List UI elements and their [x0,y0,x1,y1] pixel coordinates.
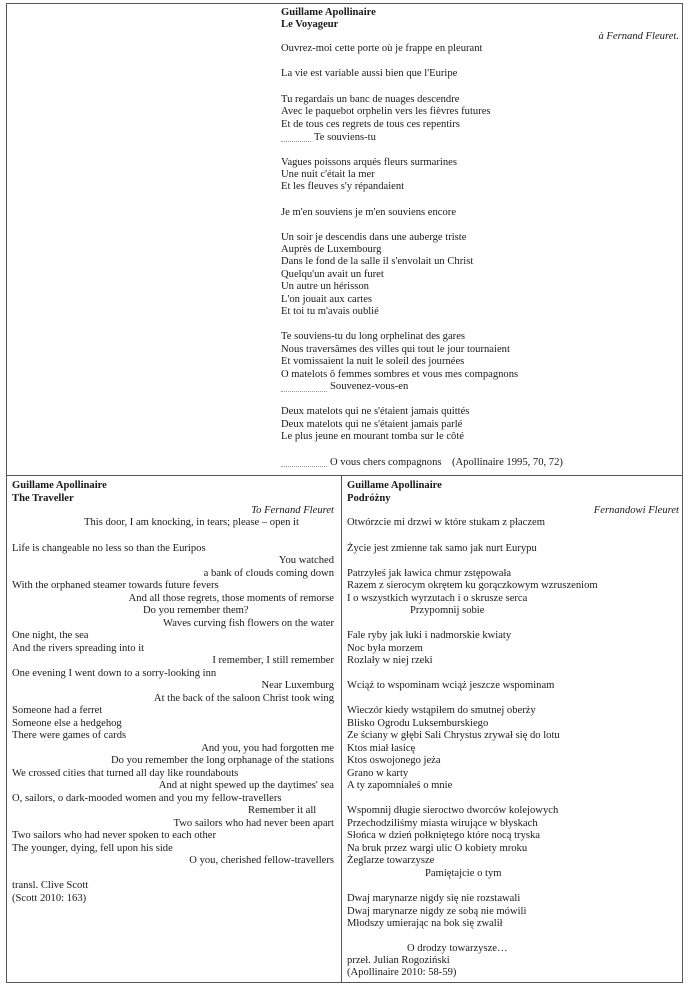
poem-line: Grano w karty [347,768,409,779]
citation: (Apollinaire 1995, 70, 72) [452,457,563,468]
poem-line: Pamiętajcie o tym [425,868,502,879]
poem-line: Fale ryby jak łuki i nadmorskie kwiaty [347,630,512,641]
dedication: To Fernand Fleuret [251,505,334,516]
poem-line: Wciąż to wspominam wciąż jeszcze wspominam [347,680,555,691]
poem-line: With the orphaned steamer towards future fevers [12,580,219,591]
poem-line: Ktos miał łasicę [347,743,416,754]
poem-line: Dans le fond de la salle il s'envolait un Christ [281,256,474,267]
poem-line: Remember it all [248,805,317,816]
poem-title: The Traveller [12,493,74,504]
poem-line: Młodszy umierając na bok się zwalił [347,918,503,929]
poem-line: Waves curving fish flowers on the water [163,618,334,629]
poem-line: Someone had a ferret [12,705,103,716]
poem-line: La vie est variable aussi bien que l'Euripe [281,68,458,79]
poem-line: Do you remember the long orphanage of the stations [111,755,334,766]
poem-line: Souvenez-vous-en [330,381,409,392]
poem-line: One evening I went down to a sorry-looking inn [12,668,217,679]
poem-title: Podróżny [347,493,391,504]
poem-line: Le plus jeune en mourant tomba sur le côté [281,431,464,442]
poem-line: a bank of clouds coming down [203,568,334,579]
poem-line: Wspomnij długie sieroctwo dworców kolejowych [347,805,559,816]
poem-line: Je m'en souviens je m'en souviens encore [281,207,457,218]
poem-line: And all those regrets, those moments of remorse [128,593,334,604]
indent-dots [281,141,311,142]
poem-line: Dwaj marynarze nigdy ze sobą nie mówili [347,906,527,917]
poem-line: Te souviens-tu du long orphelinat des gares [281,331,466,342]
poem-line: Someone else a hedgehog [12,718,122,729]
poem-line: And at night spewed up the daytimes' sea [158,780,334,791]
poem-line: Te souviens-tu [314,132,376,143]
dedication: Fernandowi Fleuret [593,505,679,516]
poem-line: You watched [278,555,334,566]
poem-line: Une nuit c'était la mer [281,169,375,180]
poem-line: And you, you had forgotten me [201,743,334,754]
author-name: Guillame Apollinaire [12,480,107,491]
poem-line: L'on jouait aux cartes [281,294,373,305]
poem-line: Life is changeable no less so than the Euripos [12,543,206,554]
poem-line: Nous traversâmes des villes qui tout le jour tournaient [281,344,510,355]
poem-line: Deux matelots qui ne s'étaient jamais quittés [281,406,470,417]
poem-line: We crossed cities that turned all day like roundabouts [12,768,239,779]
poem-line: Ktos oswojonego jeża [347,755,441,766]
poem-line: Ouvrez-moi cette porte où je frappe en pleurant [281,43,483,54]
poem-line: O, sailors, o dark-mooded women and you my fellow-travellers [12,793,282,804]
poem-line: This door, I am knocking, in tears; please – open it [84,517,299,528]
translator-credit: przeł. Julian Rogoziński [347,955,450,966]
poem-line: I o wszystkich wyrzutach i o skrusze serca [347,593,528,604]
poem-line: Razem z sierocym okrętem ku gorączkowym wzruszeniom [347,580,598,591]
poem-line: Przypomnij sobie [410,605,485,616]
poem-line: Żeglarze towarzysze [347,855,435,866]
poem-line: O vous chers compagnons [330,457,442,468]
poem-line: Noc była morzem [347,643,423,654]
citation: (Scott 2010: 163) [12,893,87,904]
poem-line: Do you remember them? [143,605,249,616]
author-name: Guillame Apollinaire [347,480,442,491]
poem-line: Przechodziliśmy miasta wirujące w błyskach [347,818,538,829]
poem-line: Dwaj marynarze nigdy się nie rozstawali [347,893,521,904]
poem-line: The younger, dying, fell upon his side [12,843,173,854]
poem-line: One night, the sea [12,630,89,641]
poem-line: Na bruk przez wargi ulic O kobiety mroku [347,843,528,854]
poem-line: Avec le paquebot orphelin vers les fièvres futures [281,106,491,117]
poem-line: O you, cherished fellow-travellers [189,855,334,866]
poem-line: A ty zapomniałeś o mnie [347,780,453,791]
poem-line: Patrzyłeś jak ławica chmur zstępowała [347,568,512,579]
indent-dots [281,391,327,392]
poem-line: Et de tous ces regrets de tous ces repentirs [281,119,460,130]
poem-line: At the back of the saloon Christ took wing [153,693,334,704]
poem-line: Blisko Ogrodu Luksemburskiego [347,718,489,729]
poem-line: Near Luxemburg [261,680,334,691]
poem-line: Two sailors who had never spoken to each other [12,830,217,841]
poem-line: Vagues poissons arqués fleurs surmarines [281,157,457,168]
poem-line: I remember, I still remember [212,655,334,666]
poem-line: Un autre un hérisson [281,281,369,292]
poem-line: O drodzy towarzysze… [407,943,508,954]
poem-line: And the rivers spreading into it [12,643,145,654]
poem-line: O matelots ô femmes sombres et vous mes compagnons [281,369,519,380]
translator-credit: transl. Clive Scott [12,880,89,891]
poem-line: There were games of cards [12,730,127,741]
author-name: Guillame Apollinaire [281,7,376,18]
poem-line: Un soir je descendis dans une auberge triste [281,232,467,243]
poem-line: Tu regardais un banc de nuages descendre [281,94,460,105]
indent-dots [281,466,327,467]
poem-line: Życie jest zmienne tak samo jak nurt Eurypu [347,543,537,554]
poem-line: Auprès de Luxembourg [281,244,382,255]
poem-title: Le Voyageur [281,19,339,30]
poem-line: Wieczór kiedy wstąpiłem do smutnej oberży [347,705,536,716]
dedication: à Fernand Fleuret. [598,31,679,42]
poem-line: Et toi tu m'avais oublié [281,306,379,317]
poem-line: Rozlały w niej rzeki [347,655,433,666]
poem-line: Two sailors who had never been apart [173,818,334,829]
citation: (Apollinaire 2010: 58-59) [347,967,457,978]
poem-line: Deux matelots qui ne s'étaient jamais parlé [281,419,463,430]
poem-line: Quelqu'un avait un furet [281,269,384,280]
poem-line: Ze ściany w głębi Sali Chrystus zrywał się do lotu [347,730,560,741]
poem-line: Et vomissaient la nuit le soleil des journées [281,356,465,367]
poem-line: Słońca w dzień połkniętego które nocą tryska [347,830,540,841]
poem-line: Et les fleuves s'y répandaient [281,181,405,192]
poem-line: Otwórzcie mi drzwi w które stukam z płaczem [347,517,545,528]
